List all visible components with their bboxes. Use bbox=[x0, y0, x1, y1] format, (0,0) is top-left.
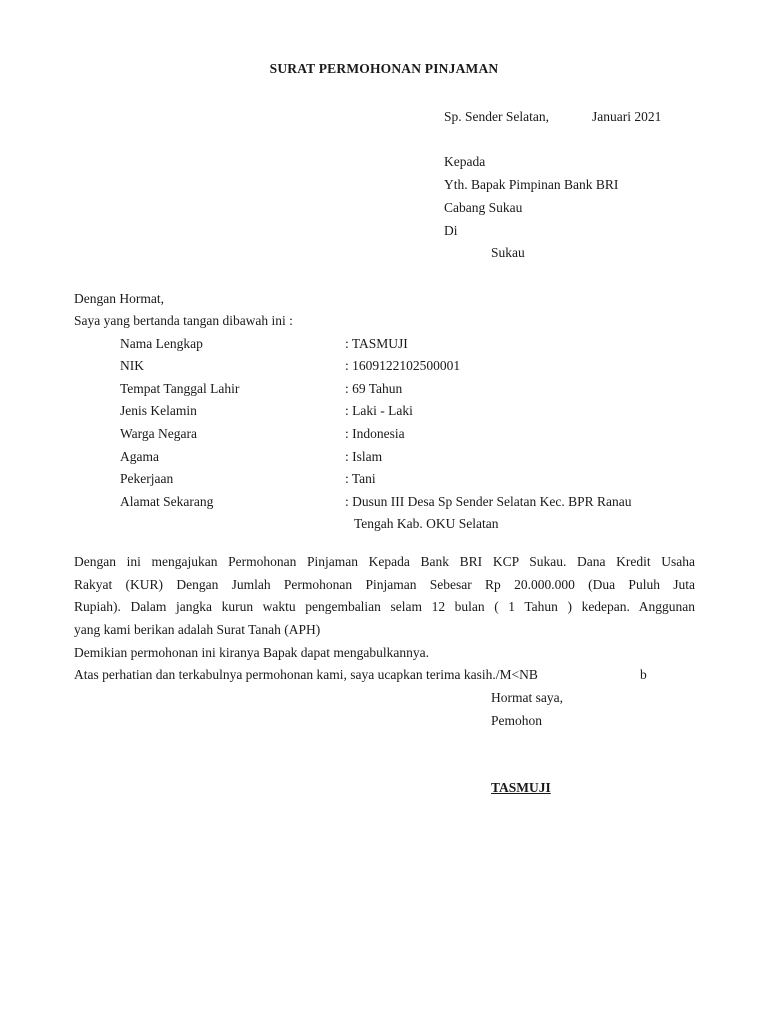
field-value-alamat: : Dusun III Desa Sp Sender Selatan Kec. BPR Ranau bbox=[345, 494, 632, 509]
recipient-line-city: Sukau bbox=[491, 245, 525, 260]
sign-name: TASMUJI bbox=[491, 780, 551, 795]
salutation: Dengan Hormat, bbox=[74, 291, 164, 306]
paragraph-line: Rupiah). Dalam jangka kurun waktu pengembalian selam 12 bulan ( 1 Tahun ) kedepan. Anggunan bbox=[74, 599, 695, 614]
field-value-warga: : Indonesia bbox=[345, 426, 405, 441]
closing-line-2: Atas perhatian dan terkabulnya permohonan kami, saya ucapkan terima kasih./M<NB bbox=[74, 667, 538, 682]
field-value-pekerjaan: : Tani bbox=[345, 471, 376, 486]
field-value-nik: : 1609122102500001 bbox=[345, 358, 461, 373]
field-label-pekerjaan: Pekerjaan bbox=[120, 471, 174, 486]
recipient-line-kepada: Kepada bbox=[444, 154, 486, 169]
field-label-nik: NIK bbox=[120, 358, 144, 373]
recipient-line-di: Di bbox=[444, 223, 458, 238]
sign-greeting: Hormat saya, bbox=[491, 690, 563, 705]
letter-title: SURAT PERMOHONAN PINJAMAN bbox=[269, 61, 499, 76]
field-value-ttl: : 69 Tahun bbox=[345, 381, 403, 396]
field-label-ttl: Tempat Tanggal Lahir bbox=[120, 381, 240, 396]
sign-role: Pemohon bbox=[491, 713, 543, 728]
paragraph-line: Rakyat (KUR) Dengan Jumlah Permohonan Pinjaman Sebesar Rp 20.000.000 (Dua Puluh Juta bbox=[74, 576, 695, 592]
field-label-alamat: Alamat Sekarang bbox=[120, 494, 214, 509]
field-value-kelamin: : Laki - Laki bbox=[345, 403, 413, 418]
paragraph-line: yang kami berikan adalah Surat Tanah (APH) bbox=[74, 621, 321, 637]
field-label-agama: Agama bbox=[120, 449, 159, 464]
field-label-nama: Nama Lengkap bbox=[120, 336, 203, 351]
field-label-kelamin: Jenis Kelamin bbox=[120, 403, 197, 418]
field-label-warga: Warga Negara bbox=[120, 426, 197, 441]
request-paragraph bbox=[74, 551, 695, 641]
field-value-agama: : Islam bbox=[345, 449, 383, 464]
field-value-alamat-cont: Tengah Kab. OKU Selatan bbox=[354, 516, 499, 531]
paragraph-line: Dengan ini mengajukan Permohonan Pinjaman Kepada Bank BRI KCP Sukau. Dana Kredit Usaha bbox=[74, 554, 695, 569]
letter-date: Januari 2021 bbox=[592, 109, 662, 124]
closing-line-2-tail: b bbox=[640, 667, 647, 682]
recipient-line-name: Yth. Bapak Pimpinan Bank BRI bbox=[444, 177, 619, 192]
intro-line: Saya yang bertanda tangan dibawah ini : bbox=[74, 313, 293, 328]
field-value-nama: : TASMUJI bbox=[345, 336, 408, 351]
recipient-line-branch: Cabang Sukau bbox=[444, 200, 523, 215]
closing-line-1: Demikian permohonan ini kiranya Bapak dapat mengabulkannya. bbox=[74, 645, 430, 660]
letter-place: Sp. Sender Selatan, bbox=[444, 109, 549, 124]
